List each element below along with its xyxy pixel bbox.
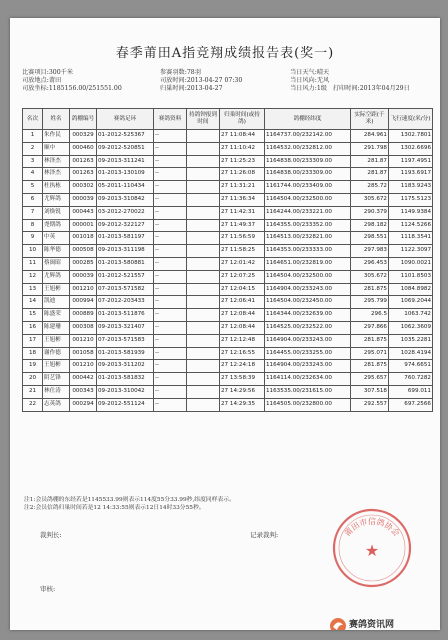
table-row (23, 206, 433, 219)
table-cell: 林仕涛 (43, 385, 70, 398)
table-cell: -- (154, 155, 187, 168)
table-cell: 292.557 (351, 398, 389, 411)
table-cell (187, 321, 220, 334)
table-cell: 1302.6696 (389, 142, 433, 155)
table-cell (187, 347, 220, 360)
table-cell: 18 (23, 347, 43, 360)
table-cell: 1164355.00/233352.00 (265, 219, 351, 232)
table-cell: 谢作德 (43, 347, 70, 360)
table-cell: 09-2012-551124 (97, 398, 154, 411)
table-cell: 000039 (70, 193, 97, 206)
meta-weather: 当日天气:晴天 (290, 69, 330, 76)
table-cell: -- (154, 232, 187, 245)
table-cell: 1090.0021 (389, 257, 433, 270)
table-cell: 1164455.00/233255.00 (265, 347, 351, 360)
table-cell: 09-2013-310042 (97, 385, 154, 398)
table-cell: 27 14:29:56 (220, 385, 265, 398)
table-cell: 001263 (70, 155, 97, 168)
table-cell: 1183.9243 (389, 181, 433, 194)
table-cell: 1164513.00/232821.00 (265, 232, 351, 245)
table-row (23, 219, 433, 232)
table-cell: 01-2013-580881 (97, 257, 154, 270)
column-header: 赛鸽资料 (154, 109, 187, 130)
table-cell: 000001 (70, 219, 97, 232)
table-cell: -- (154, 270, 187, 283)
table-cell: -- (154, 130, 187, 143)
table-cell: 09-2013-321407 (97, 321, 154, 334)
table-cell: 22 (23, 398, 43, 411)
table-cell: 295.799 (351, 296, 389, 309)
table-cell: 297.866 (351, 321, 389, 334)
table-cell (187, 168, 220, 181)
watermark-logo: 赛鸽资讯网 www.saigexun.com (328, 616, 440, 630)
table-cell: 1164651.00/232819.00 (265, 257, 351, 270)
table-cell: 2 (23, 142, 43, 155)
table-cell: 1164904.00/233243.00 (265, 283, 351, 296)
table-cell (187, 130, 220, 143)
table-cell: 000442 (70, 373, 97, 386)
table-cell: 1124.5266 (389, 219, 433, 232)
table-cell: 1164737.00/232142.00 (265, 130, 351, 143)
table-cell: 1164532.00/232812.00 (265, 142, 351, 155)
table-cell: 27 12:04:15 (220, 283, 265, 296)
table-cell: 阴艺锋 (43, 373, 70, 386)
table-cell: 1164504.00/232450.00 (265, 296, 351, 309)
table-cell: 6 (23, 193, 43, 206)
table-cell: -- (154, 142, 187, 155)
table-cell: 27 11:08:44 (220, 130, 265, 143)
table-cell: 1164838.00/233309.00 (265, 168, 351, 181)
table-cell (187, 232, 220, 245)
svg-text:赛鸽资讯网: 赛鸽资讯网 (349, 620, 395, 630)
meta-left (22, 69, 122, 94)
table-cell: 林泽杰 (43, 168, 70, 181)
table-row (23, 321, 433, 334)
table-cell: 尧期鸽 (43, 219, 70, 232)
table-cell: 27 11:36:34 (220, 193, 265, 206)
table-cell: 1164353.00/233333.00 (265, 245, 351, 258)
table-row (23, 168, 433, 181)
table-cell: 697.2566 (389, 398, 433, 411)
table-cell (187, 309, 220, 322)
table-row (23, 334, 433, 347)
table-cell: 05-2011-110434 (97, 181, 154, 194)
table-cell: 1161744.00/233409.00 (265, 181, 351, 194)
column-header: 实际空距(千米) (351, 109, 389, 130)
table-cell: 尤辉鸽 (43, 193, 70, 206)
table-cell: 27 11:25:23 (220, 155, 265, 168)
table-cell: 1084.8982 (389, 283, 433, 296)
table-cell: -- (154, 334, 187, 347)
table-cell: 285.72 (351, 181, 389, 194)
table-cell: 27 11:31:21 (220, 181, 265, 194)
table-cell: -- (154, 309, 187, 322)
table-cell: 281.875 (351, 334, 389, 347)
table-cell: -- (154, 219, 187, 232)
column-header: 归巢时间(或持鸽) (220, 109, 265, 130)
table-cell: -- (154, 257, 187, 270)
table-cell: 1069.2044 (389, 296, 433, 309)
column-header: 赛鸽足环 (97, 109, 154, 130)
table-cell: 陈盛荣 (43, 309, 70, 322)
table-cell: 20 (23, 373, 43, 386)
table-cell: 1197.4951 (389, 155, 433, 168)
table-row (23, 245, 433, 258)
table-cell: 27 11:26:08 (220, 168, 265, 181)
table-row (23, 130, 433, 143)
table-row (23, 360, 433, 373)
table-cell: 09-2013-311202 (97, 360, 154, 373)
table-cell: 1 (23, 130, 43, 143)
meta-print-time: 打印时间:2013年04月29日 (332, 85, 410, 93)
table-cell: 27 12:24:18 (220, 360, 265, 373)
table-cell: 07-2012-203433 (97, 296, 154, 309)
table-cell (187, 245, 220, 258)
table-header-row (23, 109, 433, 130)
table-row (23, 155, 433, 168)
table-cell: 001210 (70, 334, 97, 347)
table-cell: 305.672 (351, 193, 389, 206)
table-cell: 290.379 (351, 206, 389, 219)
table-row (23, 181, 433, 194)
table-cell: 000294 (70, 398, 97, 411)
table-cell: 27 13:58:39 (220, 373, 265, 386)
table-cell: 尤辉鸽 (43, 270, 70, 283)
table-cell: 27 12:16:55 (220, 347, 265, 360)
table-cell: 281.87 (351, 155, 389, 168)
column-header: 飞行速度(米/分) (389, 109, 433, 130)
table-cell (187, 360, 220, 373)
table-cell: 09-2013-310842 (97, 193, 154, 206)
table-cell: 19 (23, 360, 43, 373)
table-cell: 307.518 (351, 385, 389, 398)
table-cell (187, 334, 220, 347)
table-cell: 07-2013-571583 (97, 334, 154, 347)
table-row (23, 232, 433, 245)
table-cell: 001058 (70, 347, 97, 360)
table-cell: 8 (23, 219, 43, 232)
table-cell: -- (154, 321, 187, 334)
table-cell: 000285 (70, 257, 97, 270)
table-cell: 1118.3541 (389, 232, 433, 245)
table-cell: 09-2012-322127 (97, 219, 154, 232)
table-cell: 305.672 (351, 270, 389, 283)
table-row (23, 283, 433, 296)
table-cell: 11 (23, 257, 43, 270)
table-cell: 7 (23, 206, 43, 219)
svg-text:莆田市信鸽协会: 莆田市信鸽协会 (342, 517, 402, 539)
table-cell (187, 270, 220, 283)
table-cell: 000343 (70, 385, 97, 398)
table-cell: -- (154, 373, 187, 386)
table-cell: 27 14:29:35 (220, 398, 265, 411)
table-cell (187, 385, 220, 398)
table-cell: 1175.5123 (389, 193, 433, 206)
referee-signature: 裁判长: (40, 531, 62, 539)
reviewer-signature: 审核: (40, 585, 56, 593)
recorder-signature: 记录裁判: (250, 531, 279, 539)
table-cell: 中英 (43, 232, 70, 245)
table-cell: 9 (23, 232, 43, 245)
table-cell: 001263 (70, 168, 97, 181)
report-paper (10, 18, 440, 636)
table-cell: 12 (23, 270, 43, 283)
report-title: 春季莆田A指竞翔成绩报告表(奖一) (115, 46, 335, 61)
table-cell: 1164504.00/232500.00 (265, 193, 351, 206)
meta-wind-force: 当日风力:1级 (290, 85, 327, 93)
table-cell: 1122.3097 (389, 245, 433, 258)
table-cell: 1164525.00/232522.00 (265, 321, 351, 334)
table-cell: 27 12:06:41 (220, 296, 265, 309)
table-row (23, 193, 433, 206)
table-cell: 27 12:01:42 (220, 257, 265, 270)
table-cell: -- (154, 283, 187, 296)
table-cell: 000302 (70, 181, 97, 194)
table-cell: 27 12:07:25 (220, 270, 265, 283)
meta-race-item: 比赛项目:300千米 (22, 69, 74, 76)
table-cell: 01-2013-581832 (97, 373, 154, 386)
table-row (23, 270, 433, 283)
meta-release-time: 司放时间:2013-04-27 07:30 (160, 77, 243, 85)
table-cell: 1164904.00/233243.00 (265, 360, 351, 373)
meta-return-time: 归巢时间:2013-04-27 (160, 85, 223, 93)
table-cell: 1164114.00/232634.00 (265, 373, 351, 386)
table-cell: 09-2012-520851 (97, 142, 154, 155)
meta-right (290, 69, 410, 94)
table-cell: 5 (23, 181, 43, 194)
table-cell: 974.6651 (389, 360, 433, 373)
table-cell: 朱作民 (43, 130, 70, 143)
table-cell: 01-2013-581197 (97, 232, 154, 245)
table-row (23, 142, 433, 155)
table-cell: 291.798 (351, 142, 389, 155)
table-cell (187, 155, 220, 168)
table-cell: 1035.2281 (389, 334, 433, 347)
table-cell: 1063.742 (389, 309, 433, 322)
table-cell: 1149.9384 (389, 206, 433, 219)
table-cell: 27 11:42:31 (220, 206, 265, 219)
table-cell: 27 12:08:44 (220, 309, 265, 322)
table-cell: -- (154, 385, 187, 398)
table-cell: 281.875 (351, 283, 389, 296)
table-cell: 000460 (70, 142, 97, 155)
table-cell: -- (154, 296, 187, 309)
table-cell: 27 11:58:25 (220, 245, 265, 258)
table-cell: 1164344.00/232639.00 (265, 309, 351, 322)
table-cell: 000889 (70, 309, 97, 322)
table-cell: 001210 (70, 283, 97, 296)
table-cell: 1062.3609 (389, 321, 433, 334)
table-cell: -- (154, 168, 187, 181)
table-cell: 296.453 (351, 257, 389, 270)
table-cell: 27 11:49:37 (220, 219, 265, 232)
table-cell: 760.7282 (389, 373, 433, 386)
table-cell: 王旭彬 (43, 334, 70, 347)
table-cell (187, 373, 220, 386)
table-cell: 281.875 (351, 360, 389, 373)
table-cell: -- (154, 206, 187, 219)
table-cell: 1193.6917 (389, 168, 433, 181)
table-cell: 1164904.00/233243.00 (265, 334, 351, 347)
table-cell: 000443 (70, 206, 97, 219)
note-1: 注1:会员鸽棚的东经若是1145533.99则表示114度55分33.99秒,纬度同样表示。 (24, 497, 235, 503)
meta-wind-dir: 当日风向:无风 (290, 77, 330, 85)
table-row (23, 373, 433, 386)
table-row (23, 347, 433, 360)
table-cell: 298.182 (351, 219, 389, 232)
svg-text:★: ★ (364, 541, 380, 560)
table-cell (187, 398, 220, 411)
table-cell: 15 (23, 309, 43, 322)
column-header: 姓名 (43, 109, 70, 130)
table-cell: 1163535.00/231615.00 (265, 385, 351, 398)
table-cell (187, 283, 220, 296)
table-cell: 281.87 (351, 168, 389, 181)
table-cell: 295.657 (351, 373, 389, 386)
table-cell: 志英鸽 (43, 398, 70, 411)
table-row (23, 309, 433, 322)
table-cell: 王旭彬 (43, 360, 70, 373)
table-cell: 1164504.00/232500.00 (265, 270, 351, 283)
table-cell: 000994 (70, 296, 97, 309)
meta-middle (160, 69, 242, 94)
note-2: 注2:会员信鸽归巢时间若是12 14:33:55则表示12日14时33分55秒。 (24, 505, 205, 511)
table-cell: 01-2012-525367 (97, 130, 154, 143)
table-cell: 刘焕锐 (43, 206, 70, 219)
table-cell: 21 (23, 385, 43, 398)
table-cell (187, 181, 220, 194)
table-cell: 蔡闽昭 (43, 257, 70, 270)
table-cell: 1164838.00/233309.00 (265, 155, 351, 168)
table-cell: 14 (23, 296, 43, 309)
table-cell: 000329 (70, 130, 97, 143)
table-cell: 杜执栋 (43, 181, 70, 194)
table-cell: 296.5 (351, 309, 389, 322)
table-cell: 10 (23, 245, 43, 258)
table-cell: 699.011 (389, 385, 433, 398)
table-cell: 1164505.00/232800.00 (265, 398, 351, 411)
table-cell: 001210 (70, 360, 97, 373)
column-header: 鸽棚经纬度 (265, 109, 351, 130)
column-header: 持鸽钟报到时间 (187, 109, 220, 130)
table-cell (187, 257, 220, 270)
table-cell: -- (154, 181, 187, 194)
table-cell: 001018 (70, 232, 97, 245)
table-cell: -- (154, 245, 187, 258)
table-cell: 03-2012-270022 (97, 206, 154, 219)
table-cell: 1028.4194 (389, 347, 433, 360)
table-cell: 298.551 (351, 232, 389, 245)
table-cell: 27 12:12:48 (220, 334, 265, 347)
table-cell: -- (154, 347, 187, 360)
table-cell: 01-2013-581939 (97, 347, 154, 360)
table-cell: 陈建珊 (43, 321, 70, 334)
table-cell: 27 11:10:42 (220, 142, 265, 155)
table-row (23, 398, 433, 411)
table-cell: 284.961 (351, 130, 389, 143)
table-cell: 000308 (70, 321, 97, 334)
table-cell: 01-2013-511876 (97, 309, 154, 322)
table-cell: 4 (23, 168, 43, 181)
table-cell (187, 142, 220, 155)
table-cell: 17 (23, 334, 43, 347)
table-cell (187, 219, 220, 232)
table-cell: 01-2013-130109 (97, 168, 154, 181)
table-cell: 000039 (70, 270, 97, 283)
table-cell: 13 (23, 283, 43, 296)
table-cell: 凯迪 (43, 296, 70, 309)
meta-entries: 参赛羽数:78羽 (160, 69, 201, 76)
results-table (22, 108, 432, 412)
column-header: 鸽棚编号 (70, 109, 97, 130)
column-header: 名次 (23, 109, 43, 130)
table-cell: 陈华德 (43, 245, 70, 258)
table-cell: 顺中 (43, 142, 70, 155)
table-cell: 295.071 (351, 347, 389, 360)
table-cell: 27 11:56:59 (220, 232, 265, 245)
table-cell: 1302.7801 (389, 130, 433, 143)
table-cell: 林泽杰 (43, 155, 70, 168)
table-cell: 3 (23, 155, 43, 168)
table-cell (187, 296, 220, 309)
table-row (23, 385, 433, 398)
meta-race-location: 司放地点:莆田 (22, 77, 62, 85)
table-cell: 1164244.00/233221.00 (265, 206, 351, 219)
notes (24, 496, 235, 512)
table-cell: -- (154, 360, 187, 373)
table-cell (187, 206, 220, 219)
meta-coords: 司放坐标:1185156.00/251551.00 (22, 85, 122, 93)
table-cell: 27 12:08:44 (220, 321, 265, 334)
table-cell: 07-2013-571582 (97, 283, 154, 296)
table-cell: 297.983 (351, 245, 389, 258)
table-cell: 王旭彬 (43, 283, 70, 296)
table-cell: 01-2012-521557 (97, 270, 154, 283)
table-cell: 1101.8503 (389, 270, 433, 283)
table-cell: 09-2013-311241 (97, 155, 154, 168)
table-cell: 09-2013-311198 (97, 245, 154, 258)
table-cell: -- (154, 193, 187, 206)
table-row (23, 257, 433, 270)
table-cell: -- (154, 398, 187, 411)
table-cell: 16 (23, 321, 43, 334)
table-cell (187, 193, 220, 206)
table-cell: 000508 (70, 245, 97, 258)
official-seal (330, 506, 414, 590)
table-row (23, 296, 433, 309)
